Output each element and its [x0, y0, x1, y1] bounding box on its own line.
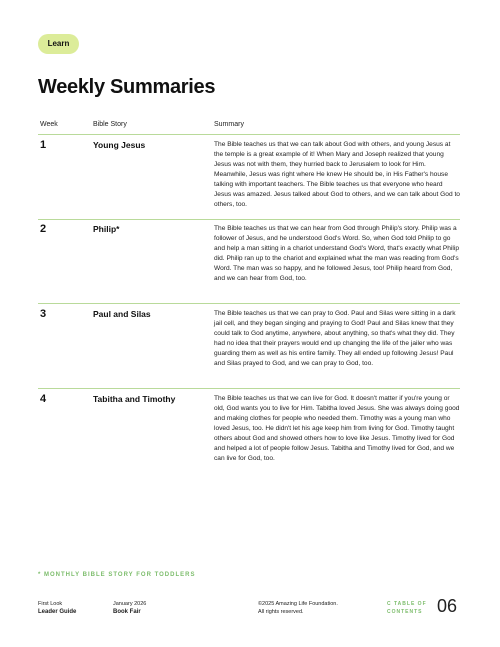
story-title: Philip* — [93, 224, 120, 234]
page-number: 06 — [437, 596, 458, 616]
story-summary: The Bible teaches us that we can pray to God. Paul and Silas were sitting in a dark jail cell, and they began singing and praying to God! Paul and Silas knew that they could talk to God anytime, anywhere, about anything, so that's what they did. They had no idea that their prayers would end up changing the life of the jailer who was guarding them as well as his entire family. They all ended up following Jesus! Paul and Silas prayed to God, and we can pray to God, too. — [214, 310, 456, 367]
week-number: 1 — [40, 139, 47, 151]
header-summary: Summary — [214, 121, 244, 128]
table-header — [38, 121, 460, 133]
story-summary: The Bible teaches us that we can live for God. It doesn't matter if you're young or old, God wants you to live for Him. Tabitha loved Jesus. She was always doing good and making clothes for people who needed them. Timothy was a young man who loved Jesus, too. He didn't let his age keep him from living for God. Timothy taught others about God and showed others how to love like Jesus. Timothy lived for God and helped a lot of people follow Jesus. Tabitha and Timothy lived for God, and we can live for God, too. — [214, 395, 460, 462]
table-divider — [38, 134, 460, 135]
table-of-contents-link[interactable] — [387, 600, 427, 616]
table-divider — [38, 219, 460, 220]
footer-product: Book Fair — [113, 609, 141, 615]
story-title: Young Jesus — [93, 140, 146, 150]
table-divider — [38, 303, 460, 304]
table-divider — [38, 388, 460, 389]
copyright-line2: All rights reserved. — [258, 609, 304, 615]
footer-brand-line1: First Look — [38, 601, 63, 607]
footer-issue — [113, 600, 146, 616]
header-week: Week — [40, 121, 58, 128]
footer-brand — [38, 600, 76, 616]
week-number: 4 — [40, 393, 47, 405]
footer-brand-line2: Leader Guide — [38, 609, 77, 615]
footer-date: January 2026 — [113, 601, 147, 607]
header-story: Bible Story — [93, 121, 127, 128]
page-title: Weekly Summaries — [38, 76, 216, 98]
week-number: 3 — [40, 308, 47, 320]
story-summary: The Bible teaches us that we can talk about God with others, and young Jesus at the temple is a great example of it! When Mary and Joseph realized that young Jesus was not with them, they hurried back to Jerusalem to look for Him. Meanwhile, Jesus was right where He knew He should be, in His Father's house talking with important teachers. The Bible teaches us that everyone who heard Jesus was amazed. Jesus talked about God to others, and we can talk about God to others, too. — [214, 141, 460, 208]
story-summary: The Bible teaches us that we can hear from God through Philip's story. Philip was a follower of Jesus, and he understood God's Word. So, when God told Philip to go and help a man sitting in a chariot understand God's Word, that's exactly what Philip did. Philip ran up to the chariot and explained what the man was reading from God's Word. The man was so happy, and he followed Jesus, too! Philip heard from God, and we can hear from God, too. — [214, 225, 460, 282]
story-title: Paul and Silas — [93, 309, 151, 319]
week-number: 2 — [40, 223, 47, 235]
section-badge: Learn — [38, 34, 79, 54]
footnote: * MONTHLY BIBLE STORY FOR TODDLERS — [38, 572, 196, 578]
toc-line2: CONTENTS — [387, 609, 423, 615]
story-title: Tabitha and Timothy — [93, 394, 176, 404]
toc-line1: C TABLE OF — [387, 601, 427, 607]
copyright-line1: ©2025 Amazing Life Foundation. — [258, 601, 338, 607]
footer-copyright — [258, 600, 338, 616]
